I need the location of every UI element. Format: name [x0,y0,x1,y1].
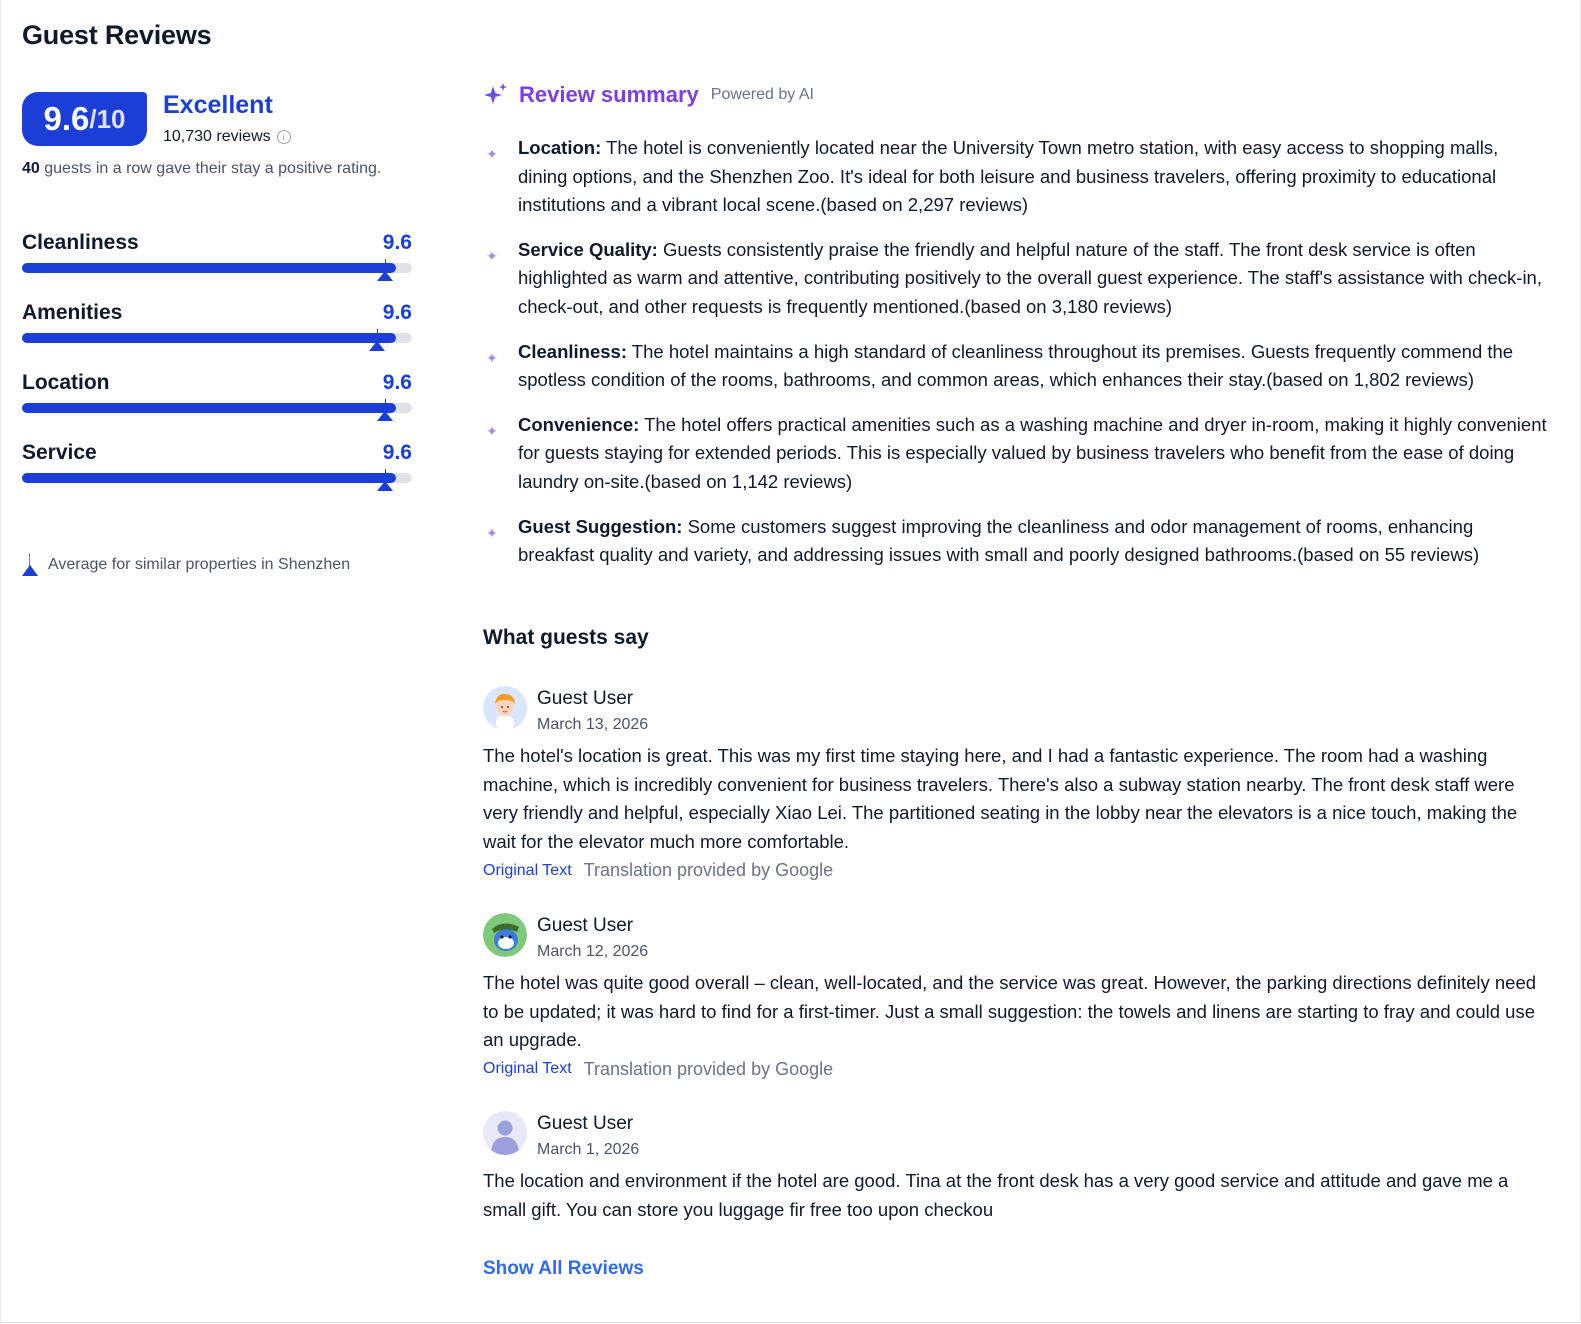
review-summary-title: Review summary [519,82,699,107]
average-marker-icon [385,399,387,417]
average-marker-icon [377,329,379,347]
average-marker-icon [385,259,387,277]
category-score: 9.6 [382,441,412,464]
translation-note: Translation provided by Google [583,1058,834,1079]
info-icon[interactable]: i [277,130,291,144]
cartoon-boy-avatar [483,686,527,730]
summary-item-text: The hotel is conveniently located near the University Town metro station, with easy access to shopping malls, dining options, and the Shenzhen Zoo. It's ideal for both leisure and business travelers, offering proximity to educational institutions and a vibrant local scene.(based on 2,297 reviews) [518,137,1499,216]
guest-review [483,1111,1548,1224]
overall-score-denominator: /10 [89,103,126,134]
streak-count: 40 [22,160,40,177]
category-score-fill [22,333,396,343]
category-amenities [22,301,412,343]
sparkle-bullet-icon: ✦ [486,524,498,541]
summary-item [486,134,1551,220]
category-score-fill [22,263,396,273]
category-score-fill [22,403,396,413]
rating-verdict: Excellent [163,91,273,119]
summary-item-text: The hotel maintains a high standard of cleanliness throughout its premises. Guests frequently commend the spotless condition of the rooms, bathrooms, and common areas, which enhances their stay.(based on 1,802 reviews) [518,340,1514,391]
powered-by-ai: Powered by AI [710,86,814,103]
category-score-bar [22,263,412,273]
summary-item-label: Location: [518,137,602,158]
sparkle-bullet-icon: ✦ [486,247,498,264]
summary-item-label: Cleanliness: [518,340,627,362]
summary-item-text: The hotel offers practical amenities such as a washing machine and dryer in-room, making it highly convenient for guests staying for extended periods. This is especially valued by business travelers who benefit from the ease of doing laundry on-site.(based on 1,142 reviews) [518,413,1547,492]
sparkle-bullet-icon: ✦ [486,146,498,162]
review-count-text: 10,730 reviews [163,128,271,145]
what-guests-say-title: What guests say [483,626,649,649]
summary-item-label: Service Quality: [518,238,658,260]
review-date: March 12, 2026 [537,943,649,960]
category-service [22,441,412,483]
average-legend [22,553,350,577]
translation-note: Translation provided by Google [583,860,834,881]
sparkle-icon [483,82,509,108]
summary-item-label: Guest Suggestion: [518,515,683,537]
original-text-link[interactable]: Original Text [483,1060,572,1078]
summary-item-text: Guests consistently praise the friendly and helpful nature of the staff. The front desk service is often highlighted as warm and attentive, contributing positively to the overall guest experience. The staff's assistance with check-in, check-out, and other requests is frequently mentioned.(based on 3,180 reviews) [518,238,1542,317]
category-cleanliness [22,231,412,273]
category-name: Cleanliness [22,231,139,254]
category-score-bar [22,403,412,413]
summary-item [486,338,1551,395]
category-name: Service [22,441,97,464]
category-score: 9.6 [382,231,412,254]
review-date: March 1, 2026 [537,1141,640,1158]
review-text: The hotel was quite good overall – clean, well-located, and the service was great. However, the parking directions definitely need to be updated; it was hard to find for a first-timer. Just a small suggestion: the towels and linens are starting to fray and could use an upgrade. [483,972,1537,1051]
streak-text: guests in a row gave their stay a positive rating. [39,160,382,177]
page-title: Guest Reviews [22,20,212,50]
review-text: The hotel's location is great. This was my first time staying here, and I had a fantastic experience. The room had a washing machine, which is incredibly convenient for business travelers. There's also a subway station nearby. The front desk staff were very friendly and helpful, especially Xiao Lei. The partitioned seating in the lobby near the elevators is a nice touch, making the wait for the elevator much more comfortable. [483,745,1518,852]
default-user-avatar [483,1111,527,1155]
category-name: Location [22,371,110,394]
summary-item [486,236,1551,322]
category-score-bar [22,473,412,483]
summary-item-label: Convenience: [518,413,640,435]
summary-item [486,411,1551,497]
review-date: March 13, 2026 [537,716,649,733]
reviewer-name: Guest User [537,1113,634,1134]
dolphin-mascot-avatar [483,913,527,957]
guest-review [483,913,1548,1080]
reviewer-name: Guest User [537,915,634,936]
category-name: Amenities [22,301,123,324]
overall-score: 9.6 [43,100,90,137]
category-score-bar [22,333,412,343]
category-location [22,371,412,413]
average-marker-icon [22,553,38,577]
summary-item-text: Some customers suggest improving the cleanliness and odor management of rooms, enhancing breakfast quality and variety, and addressing issues with small and poorly designed bathrooms.(based on 55 reviews) [518,515,1480,566]
category-score: 9.6 [382,371,412,394]
review-text: The location and environment if the hotel are good. Tina at the front desk has a very good service and attitude and gave me a small gift. You can store you luggage fir free too upon checkou [483,1170,1509,1220]
review-summary-list [486,134,1551,586]
show-all-reviews-link[interactable]: Show All Reviews [483,1258,644,1279]
positive-streak [22,160,381,178]
sparkle-bullet-icon: ✦ [486,349,498,366]
summary-item [486,513,1551,570]
legend-label: Average for similar properties in Shenzhen [48,556,351,573]
overall-score-badge [22,92,147,146]
review-count [163,128,291,146]
review-summary-header [483,82,814,108]
original-text-link[interactable]: Original Text [483,861,572,879]
sparkle-bullet-icon: ✦ [486,422,498,439]
category-score-fill [22,473,396,483]
category-score: 9.6 [382,301,412,324]
guest-review [483,686,1548,881]
average-marker-icon [385,469,387,487]
reviewer-name: Guest User [537,688,634,709]
